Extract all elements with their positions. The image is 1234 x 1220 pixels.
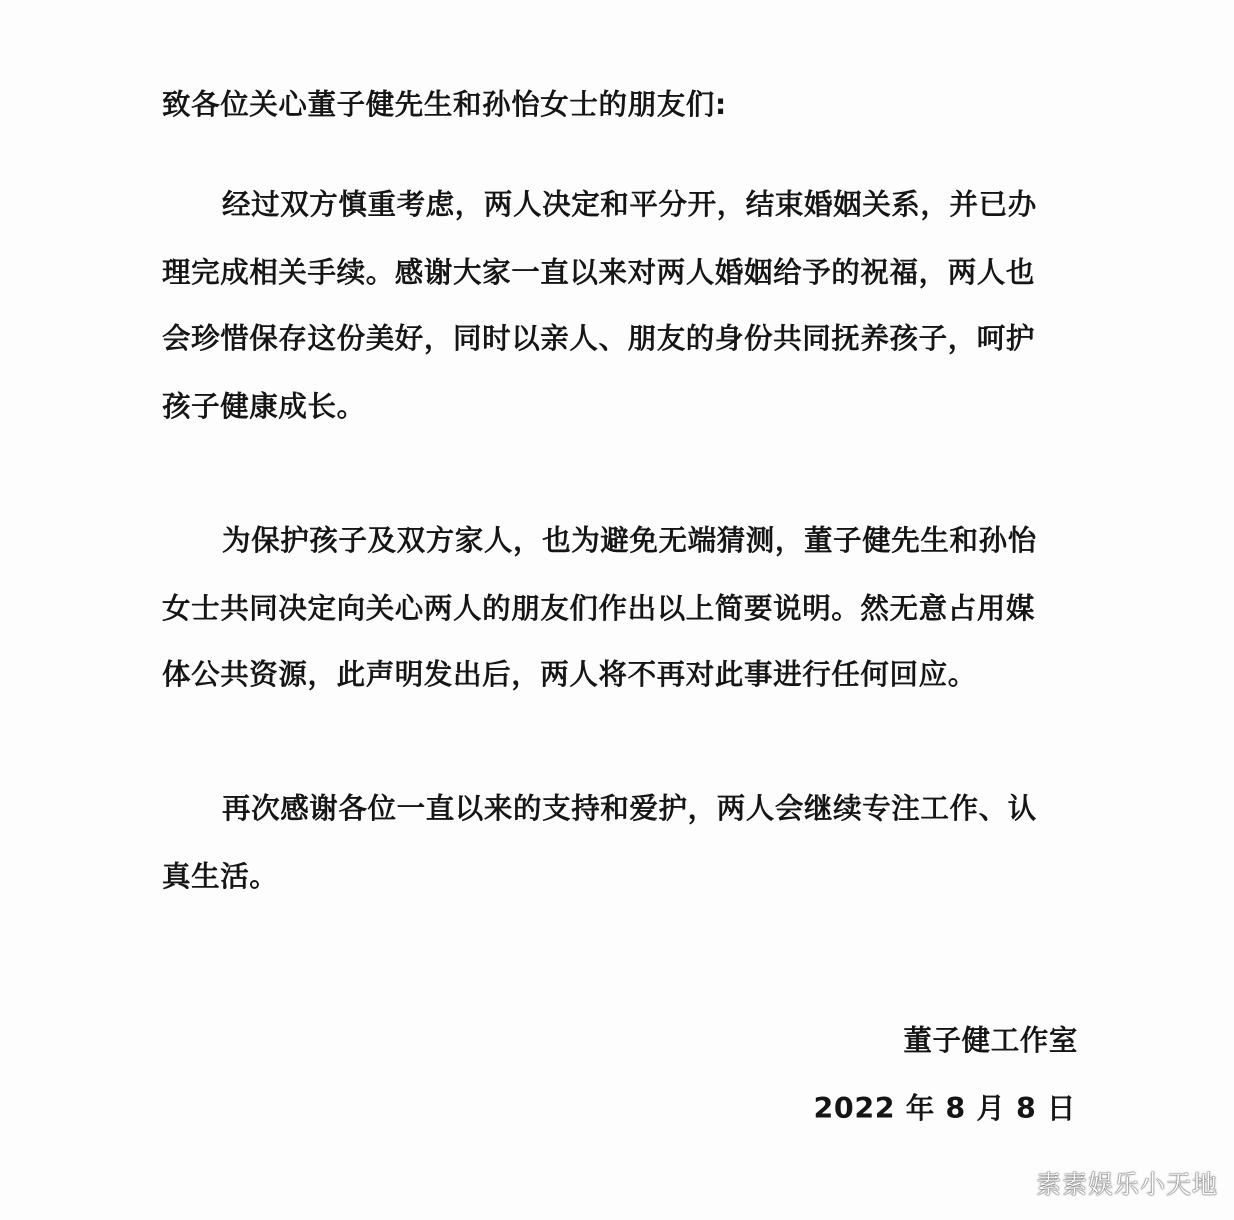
paragraph-line: 真生活。 xyxy=(162,860,279,893)
watermark: 素素娱乐小天地 xyxy=(1035,1170,1218,1199)
signature-date: 2022 年 8 月 8 日 xyxy=(813,1092,1076,1125)
paragraph-line: 理完成相关手续。感谢大家一直以来对两人婚姻给予的祝福，两人也 xyxy=(162,256,1036,289)
paragraph-line: 会珍惜保存这份美好，同时以亲人、朋友的身份共同抚养孩子，呵护 xyxy=(162,322,1036,355)
paragraph-line: 女士共同决定向关心两人的朋友们作出以上简要说明。然无意占用媒 xyxy=(162,592,1036,625)
paragraph-line: 孩子健康成长。 xyxy=(162,390,366,423)
signature-organization: 董子健工作室 xyxy=(903,1024,1078,1057)
paragraph-line: 为保护孩子及双方家人，也为避免无端猜测，董子健先生和孙怡 xyxy=(222,524,1037,557)
paragraph-line: 经过双方慎重考虑，两人决定和平分开，结束婚姻关系，并已办 xyxy=(222,188,1037,221)
paragraph-line: 体公共资源，此声明发出后，两人将不再对此事进行任何回应。 xyxy=(162,658,977,691)
paragraph-line: 再次感谢各位一直以来的支持和爱护，两人会继续专注工作、认 xyxy=(222,792,1037,825)
salutation: 致各位关心董子健先生和孙怡女士的朋友们: xyxy=(162,88,727,121)
